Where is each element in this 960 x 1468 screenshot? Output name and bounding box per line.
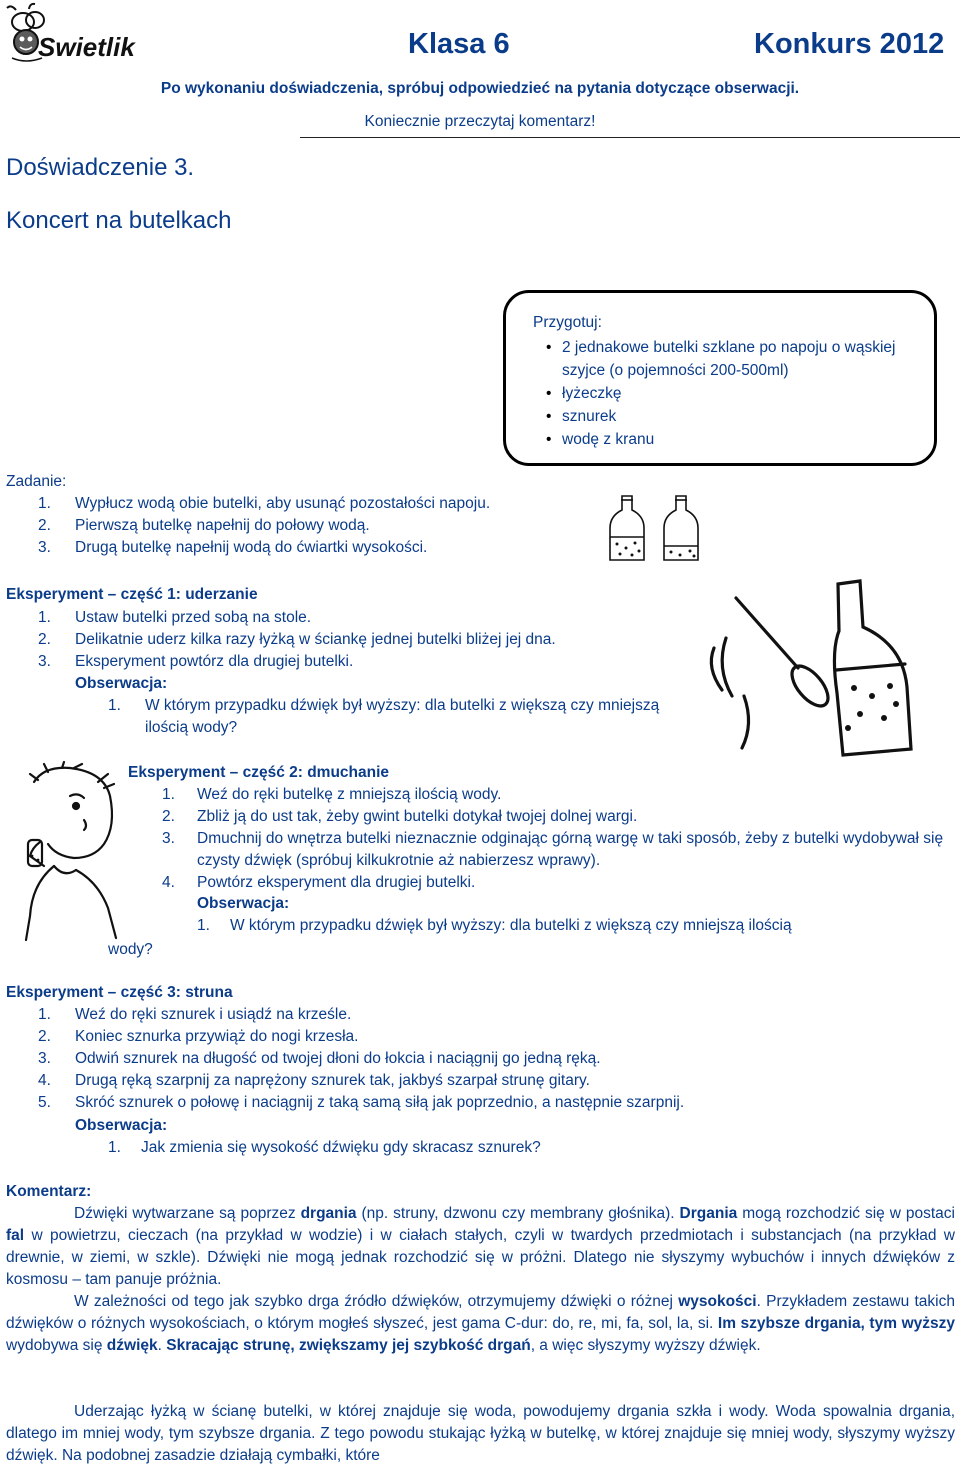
item-number: 1.	[38, 495, 51, 512]
swietlik-logo	[4, 2, 135, 64]
list-item	[38, 651, 678, 673]
text-run: wydobywa się	[6, 1337, 107, 1354]
question-continuation: wody?	[108, 941, 153, 958]
bottles-icon	[608, 492, 708, 564]
list-item	[38, 1070, 918, 1092]
item-text: Dmuchnij do wnętrza butelki nieznacznie odginając górną wargę w taki sposób, żeby z butelki wydobywał się czysty dźwięk (spróbuj kilkukrotnie aż nabierzesz wprawy).	[197, 830, 944, 869]
bold-text-run: Drgania	[679, 1205, 738, 1222]
observation-label: Obserwacja:	[75, 675, 168, 692]
experiment-title: Koncert na butelkach	[6, 207, 232, 234]
item-number: 3.	[38, 1050, 51, 1067]
text-run: Uderzając łyżką w ścianę butelki, w której znajduje się woda, powodujemy drgania szkła i wody. Woda spowalnia drgania, dlatego im mniej wody, tym szybsze drgania. Z tego powodu stukając łyżką w butelkę, w której znajduje się mniej wody, słyszymy wyższy dźwięk. Na podobnej zasadzie działają cymbałki, które	[6, 1403, 955, 1464]
warning-text: Koniecznie przeczytaj komentarz!	[364, 113, 596, 130]
contest-label: Konkurs 2012	[754, 28, 945, 60]
experiment1-steps	[38, 607, 678, 673]
boy-blowing-illustration	[14, 762, 134, 947]
experiment3-steps	[38, 1004, 918, 1114]
list-item	[38, 1004, 918, 1026]
item-number: 1.	[38, 609, 51, 626]
task-title: Zadanie:	[6, 473, 67, 490]
item-text: Weź do ręki sznurek i usiądź na krześle.	[75, 1006, 352, 1023]
bold-text-run: fal	[6, 1227, 25, 1244]
text-run: (np. struny, dzwonu czy membrany głośnika).	[356, 1205, 680, 1222]
prepare-list	[546, 336, 936, 451]
list-item	[162, 806, 952, 828]
item-number: 4.	[162, 874, 175, 891]
text-run: W zależności od tego jak szybko drga źródło dźwięków, otrzymujemy dźwięki o różnej	[74, 1293, 679, 1310]
text-run: w powietrzu, cieczach (na przykład w wodzie) i w ciałach stałych, czyli w twardych przedmiotach i substancjach (na przykład w drewnie, w ziemi, w szkle). Dźwięki nie mogą jednak rozchodzić się w próżni. Dlatego nie słyszymy wybuchów i innych dźwięków z kosmosu – tam panuje próżnia.	[6, 1227, 955, 1288]
item-number: 4.	[38, 1072, 51, 1089]
prepare-item: • sznurek	[546, 405, 936, 428]
prepare-item: • 2 jednakowe butelki szklane po napoju o wąskiej szyjce (o pojemności 200-500ml)	[546, 336, 936, 382]
observation-label: Obserwacja:	[197, 895, 290, 912]
list-item	[38, 1092, 918, 1114]
list-item	[38, 1048, 918, 1070]
experiment1-title: Eksperyment – część 1: uderzanie	[6, 586, 258, 603]
item-text: Koniec sznurka przywiąż do nogi krzesła.	[75, 1028, 359, 1045]
experiment-number: Doświadczenie 3.	[6, 154, 195, 181]
item-number: 3.	[162, 830, 175, 847]
list-item	[162, 828, 952, 872]
text-run: , a więc słyszymy wyższy dźwięk.	[530, 1337, 761, 1354]
item-text: Powtórz eksperyment dla drugiej butelki.	[197, 874, 476, 891]
logo-text: Swietlik	[38, 32, 135, 62]
item-number: 2.	[38, 517, 51, 534]
boy-with-bottle-icon	[14, 762, 134, 942]
class-label: Klasa 6	[408, 28, 510, 60]
text-run: .	[157, 1337, 167, 1354]
text-run: Dźwięki wytwarzane są poprzez	[74, 1205, 301, 1222]
bold-text-run: wysokości	[678, 1293, 757, 1310]
item-text: Zbliż ją do ust tak, żeby gwint butelki dotykał twojej dolnej wargi.	[197, 808, 638, 825]
commentary-title: Komentarz:	[6, 1183, 92, 1200]
spoon-bottle-icon	[696, 578, 936, 760]
item-text: Eksperyment powtórz dla drugiej butelki.	[75, 653, 354, 670]
item-number: 2.	[162, 808, 175, 825]
question-text: W którym przypadku dźwięk był wyższy: dla butelki z większą czy mniejszą ilością wody?	[145, 697, 660, 736]
item-text: Skróć sznurek o połowę i naciągnij z taką samą siłą jak poprzednio, a następnie szarpnij.	[75, 1094, 685, 1111]
item-text: Ustaw butelki przed sobą na stole.	[75, 609, 312, 626]
item-text: Drugą ręką szarpnij za naprężony sznurek tak, jakbyś szarpał strunę gitary.	[75, 1072, 590, 1089]
prepare-item: • łyżeczkę	[546, 382, 936, 405]
observation-label: Obserwacja:	[75, 1117, 168, 1134]
bold-text-run: Im szybsze drgania, tym wyższy	[717, 1315, 955, 1332]
observation-question	[108, 1137, 708, 1159]
observation-question	[108, 695, 668, 739]
experiment2-title: Eksperyment – część 2: dmuchanie	[128, 764, 390, 781]
header-divider	[300, 137, 960, 138]
list-item	[162, 784, 952, 806]
list-item	[38, 493, 618, 515]
item-number: 3.	[38, 653, 51, 670]
two-bottles-illustration	[608, 492, 708, 569]
item-text: Weź do ręki butelkę z mniejszą ilością wody.	[197, 786, 502, 803]
commentary-paragraph-3	[6, 1401, 955, 1467]
item-number: 2.	[38, 631, 51, 648]
prepare-item: • wodę z kranu	[546, 428, 936, 451]
item-text: Delikatnie uderz kilka razy łyżką w ściankę jednej butelki bliżej jej dna.	[75, 631, 556, 648]
item-text: Odwiń sznurek na długość od twojej dłoni do łokcia i naciągnij go jedną ręką.	[75, 1050, 601, 1067]
item-text: Drugą butelkę napełnij wodą do ćwiartki wysokości.	[75, 539, 428, 556]
item-text: Pierwszą butelkę napełnij do połowy wodą.	[75, 517, 370, 534]
list-item	[38, 1026, 918, 1048]
text-run: . Przykładem zestawu takich dźwięków o różnych wysokościach, o którym mogłeś słyszeć, jest gama C-dur: do, re, mi, fa, sol, la, si.	[6, 1293, 955, 1332]
list-item	[38, 515, 618, 537]
item-number: 5.	[38, 1094, 51, 1111]
text-run: mogą rozchodzić się w postaci	[737, 1205, 955, 1222]
list-item	[38, 607, 678, 629]
intro-text: Po wykonaniu doświadczenia, spróbuj odpowiedzieć na pytania dotyczące obserwacji.	[160, 80, 800, 97]
question-text: W którym przypadku dźwięk był wyższy: dla butelki z większą czy mniejszą ilością	[230, 917, 792, 934]
bold-text-run: Skracając strunę, zwiększamy jej szybkość drgań	[166, 1337, 531, 1354]
spoon-bottle-illustration	[696, 578, 936, 765]
question-number: 1.	[197, 917, 210, 934]
prepare-title: Przygotuj:	[533, 314, 602, 331]
task-list	[38, 493, 618, 559]
item-text: Wypłucz wodą obie butelki, aby usunąć pozostałości napoju.	[75, 495, 491, 512]
list-item	[162, 872, 952, 894]
observation-question	[197, 915, 937, 937]
experiment3-title: Eksperyment – część 3: struna	[6, 984, 233, 1001]
question-number: 1.	[108, 1139, 121, 1156]
list-item	[38, 629, 678, 651]
list-item	[38, 537, 618, 559]
question-number: 1.	[108, 697, 121, 714]
item-number: 1.	[38, 1006, 51, 1023]
commentary-paragraph-1	[6, 1203, 955, 1291]
item-number: 1.	[162, 786, 175, 803]
item-number: 3.	[38, 539, 51, 556]
bold-text-run: drgania	[300, 1205, 357, 1222]
commentary-paragraph-2	[6, 1291, 955, 1357]
experiment2-steps	[162, 784, 952, 894]
bold-text-run: dźwięk	[106, 1337, 158, 1354]
question-text: Jak zmienia się wysokość dźwięku gdy skracasz sznurek?	[141, 1139, 541, 1156]
item-number: 2.	[38, 1028, 51, 1045]
